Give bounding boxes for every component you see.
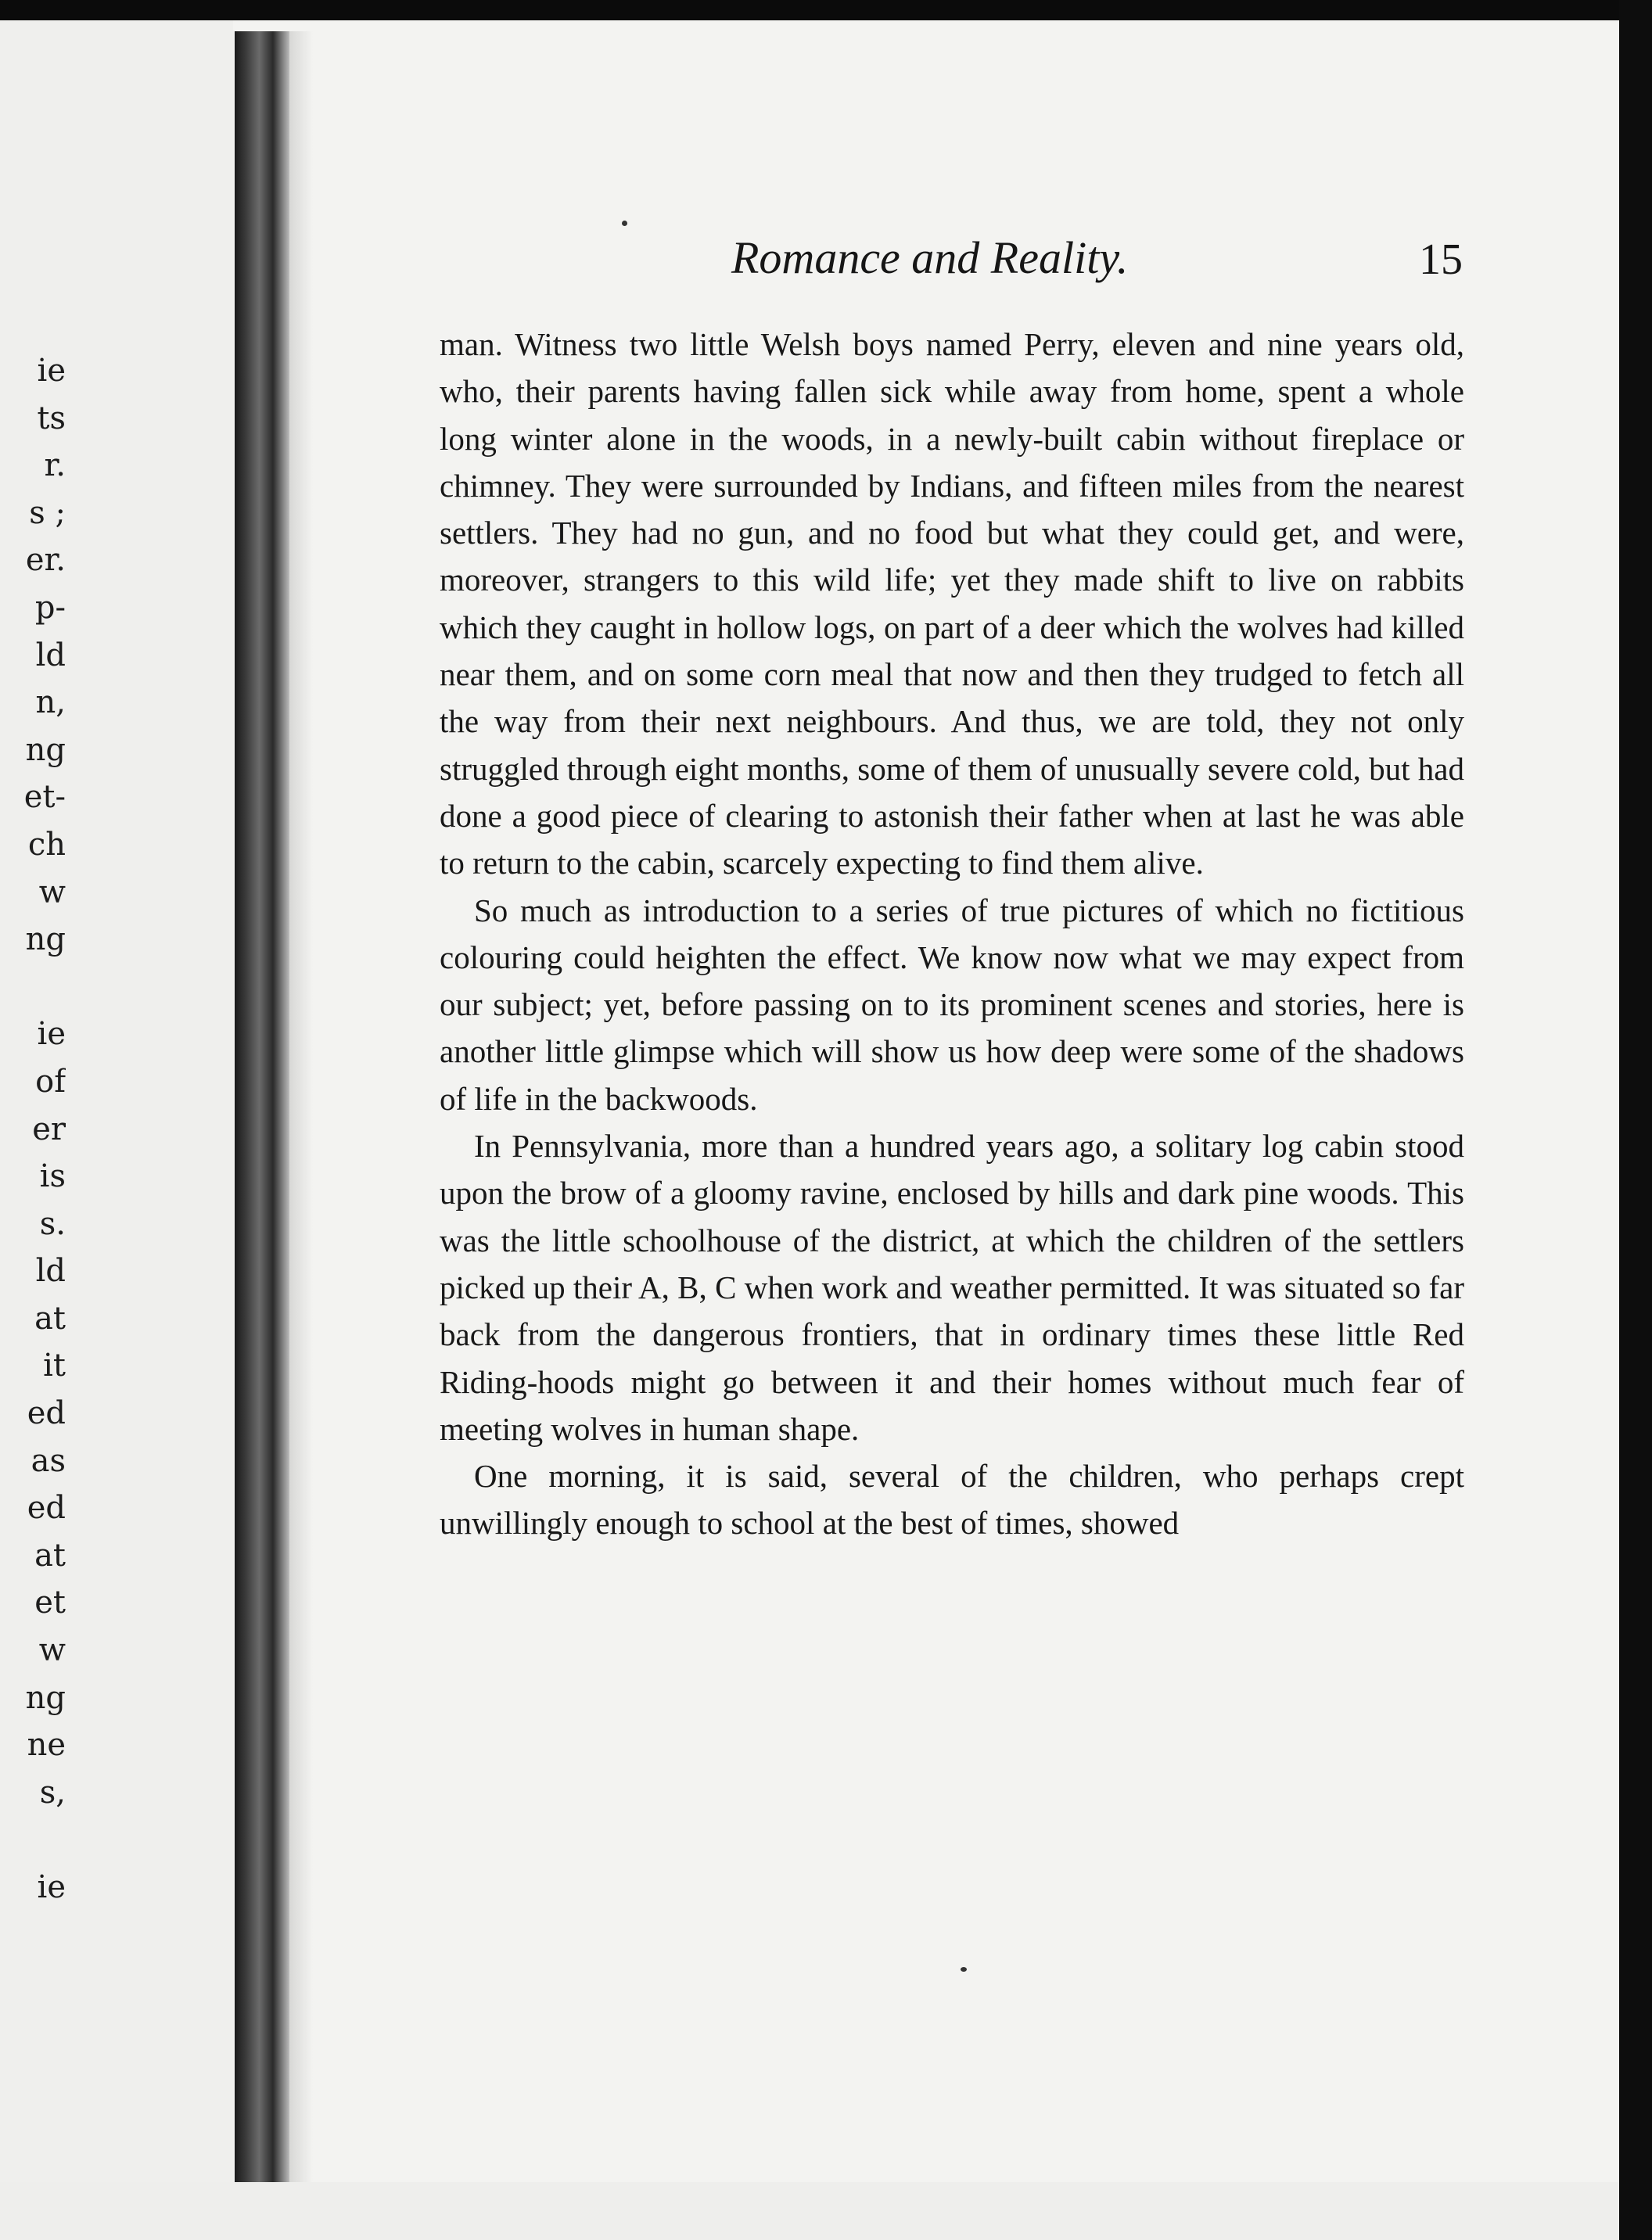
facing-page (0, 20, 233, 2240)
fragment-line: ne (27, 1727, 66, 1764)
body-text (440, 321, 1464, 1547)
fragment-line: ld (35, 637, 66, 673)
scan-right-border (1619, 0, 1652, 2240)
fragment-line: ed (27, 1490, 66, 1527)
running-title: Romance and Reality. (731, 232, 1129, 283)
fragment-line: et (34, 1585, 66, 1621)
fragment-line: at (34, 1300, 66, 1337)
fragment-line: p- (34, 589, 66, 626)
fragment-line: ed (27, 1395, 66, 1432)
fragment-line: et- (23, 779, 66, 816)
fragment-line: er (32, 1111, 66, 1147)
fragment-line: ng (25, 731, 66, 768)
fragment-line: ie (37, 353, 66, 389)
book-gutter (235, 31, 289, 2240)
page-header (438, 227, 1463, 289)
fragment-line: w (38, 874, 66, 910)
fragment-line: as (31, 1442, 66, 1479)
scan-speck (622, 221, 627, 226)
paragraph: In Pennsylvania, more than a hundred years ago, a solitary log cabin stood upon the brow of a gloomy ravine, enclosed by hills and dark pine woods. This was the little schoolhouse of the district, at which the children of the settlers picked up their A, B, C when work and weather permitted. It was situated so far back from the dangerous frontiers, that in ordinary times these little Red Riding-hoods might go between it and their homes without much fear of meeting wolves in human shape. (440, 1128, 1464, 1447)
fragment-line: of (35, 1063, 66, 1100)
scan-speck (961, 1967, 967, 1972)
fragment-line: is (39, 1158, 66, 1195)
fragment-line: ie (37, 1869, 66, 1905)
paragraph: So much as introduction to a series of true pictures of which no fictitious colouring could heighten the effect. We know now what we may expect from our subject; yet, before passing on to its prominent scenes and stories, here is another little glimpse which will show us how deep were some of the shadows of life in the backwoods. (440, 892, 1464, 1117)
fragment-line: s ; (29, 494, 66, 531)
fragment-line: n, (35, 684, 66, 721)
fragment-line: s. (39, 1205, 66, 1242)
page-number: 15 (1419, 235, 1463, 284)
fragment-line: at (34, 1537, 66, 1574)
fragment-line: ie (37, 1016, 66, 1053)
fragment-line: it (43, 1348, 66, 1384)
fragment-line: w (38, 1632, 66, 1669)
scan-bottom-margin (0, 2182, 1652, 2240)
paragraph: man. Witness two little Welsh boys named Perry, eleven and nine years old, who, their parents having fallen sick while away from home, spent a whole long winter alone in the woods, in a newly-built cabin without fireplace or chimney. They were surrounded by Indians, and fifteen miles from the nearest settlers. They had no gun, and no food but what they could get, and were, moreover, strangers to this wild life; yet they made shift to live on rabbits which they caught in hollow logs, on part of a deer which the wolves had killed near them, and on some corn meal that now and then they trudged to fetch all the way from their next neighbours. And thus, we are told, they not only struggled through eight months, some of them of unusually severe cold, but had done a good piece of clearing to astonish their father when at last he was able to return to the cabin, scarcely expecting to find them alive. (440, 326, 1464, 881)
fragment-line: ch (27, 826, 66, 863)
fragment-line (0, 1816, 66, 1864)
fragment-line: ng (25, 1679, 66, 1716)
fragment-line: er. (25, 542, 66, 579)
scan-top-border (0, 0, 1652, 20)
fragment-line (0, 964, 66, 1011)
fragment-line: ld (35, 1253, 66, 1290)
fragment-line: r. (44, 447, 66, 484)
fragment-line: s, (39, 1774, 66, 1811)
facing-page-text-fragments (0, 347, 66, 1912)
fragment-line: ng (25, 921, 66, 958)
fragment-line: ts (37, 400, 66, 436)
gutter-shadow (289, 31, 313, 2240)
paragraph: One morning, it is said, several of the children, who perhaps crept unwillingly enough to school at the best of times, showed (440, 1458, 1464, 1542)
